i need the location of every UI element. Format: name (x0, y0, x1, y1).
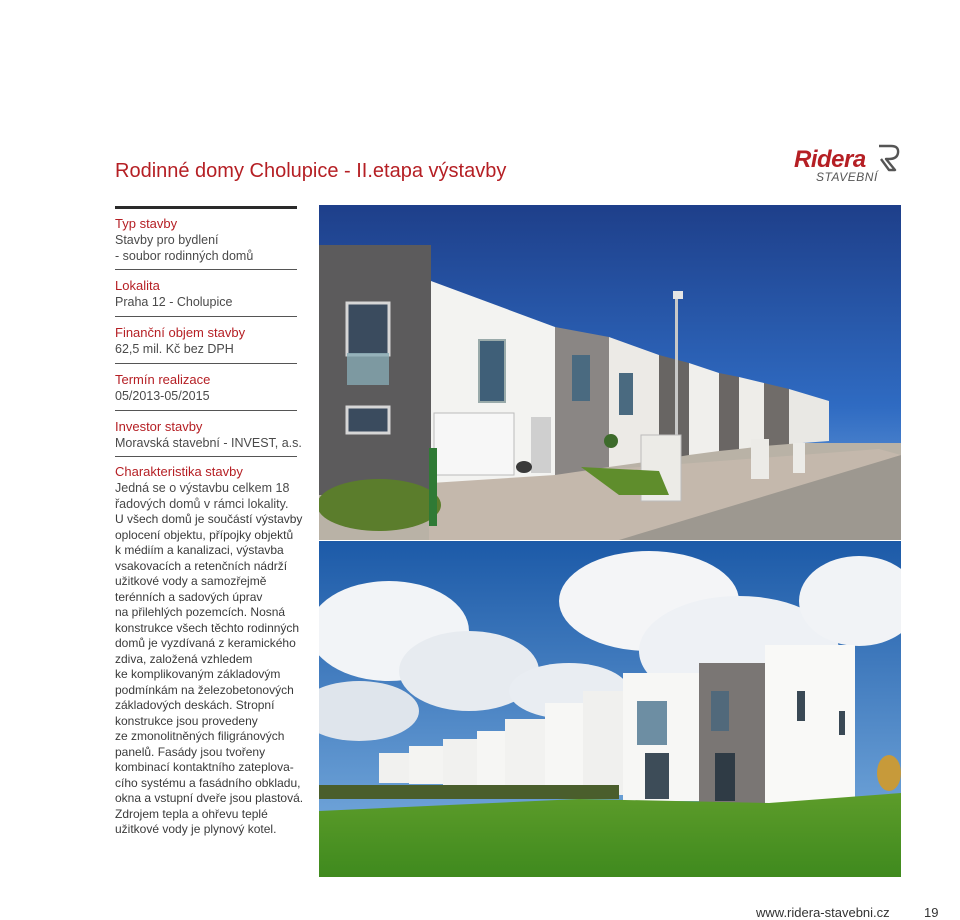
description-line: na přilehlých pozemcích. Nosná (115, 605, 286, 619)
description-line: k médiím a kanalizaci, výstavba (115, 543, 284, 557)
description-line: Zdrojem tepla a ohřevu teplé (115, 806, 268, 821)
info-top-bar (115, 206, 297, 209)
divider (115, 363, 297, 364)
divider (115, 410, 297, 411)
description-line: užitkové vody je plynový kotel. (115, 822, 277, 836)
info-type-label: Typ stavby (115, 216, 178, 231)
logo-subtitle: STAVEBNÍ (816, 170, 878, 184)
info-characteristics (115, 464, 315, 512)
info-investor-label: Investor stavby (115, 419, 203, 434)
info-investor (115, 419, 315, 451)
logo-r-mark-icon (876, 142, 902, 172)
description-line: kombinací kontaktního zateplova- (115, 760, 294, 774)
company-logo (790, 140, 905, 188)
divider (115, 269, 297, 270)
description-line: oplocení objektu, přípojky objektů (115, 527, 294, 542)
info-characteristics-value: Jedná se o výstavbu celkem 18 (115, 481, 290, 495)
description-line: panelů. Fasády jsou tvořeny (115, 744, 266, 759)
info-budget (115, 325, 315, 357)
description-line: terénních a sadových úprav (115, 589, 263, 604)
description-text (115, 512, 307, 838)
description-line: základových deskách. Stropní (115, 698, 275, 712)
photo-garden-view (319, 541, 901, 877)
info-type (115, 216, 315, 264)
description-line: domů je vyzdívaná z keramického (115, 636, 296, 650)
info-location-label: Lokalita (115, 278, 160, 293)
info-location (115, 278, 315, 310)
divider (115, 456, 297, 457)
page-title: Rodinné domy Cholupice - II.etapa výstavby (115, 160, 507, 182)
info-type-value: - soubor rodinných domů (115, 249, 254, 263)
info-investor-value: Moravská stavební - INVEST, a.s. (115, 436, 302, 450)
photo-street-view (319, 205, 901, 540)
logo-wordmark: Ridera (794, 146, 866, 173)
description-line: ke komplikovaným základovým (115, 667, 281, 681)
description-line: podmínkám na železobetonových (115, 682, 294, 697)
description-line: vsakovacích a retenčních nádrží (115, 558, 288, 573)
info-type-value: Stavby pro bydlení (115, 233, 219, 247)
divider (115, 316, 297, 317)
description-line: konstrukce jsou provedeny (115, 713, 258, 728)
info-budget-value: 62,5 mil. Kč bez DPH (115, 342, 234, 356)
description-line: ze zmonolitněných filigránových (115, 729, 285, 743)
info-term-value: 05/2013-05/2015 (115, 389, 210, 403)
info-term-label: Termín realizace (115, 372, 211, 387)
info-budget-label: Finanční objem stavby (115, 325, 246, 340)
footer-website-link[interactable]: www.ridera-stavebni.cz (756, 905, 890, 920)
description-line: zdiva, založená vzhledem (115, 651, 253, 666)
info-characteristics-value: řadových domů v rámci lokality. (115, 497, 289, 511)
description-line: užitkové vody a samozřejmě (115, 574, 267, 588)
description-line: U všech domů je součástí výstavby (115, 512, 303, 526)
description-line: konstrukce všech těchto rodinných (115, 620, 300, 635)
description-line: cího systému a fasádního obkladu, (115, 775, 301, 790)
description-line: okna a vstupní dveře jsou plastová. (115, 791, 304, 805)
page-number: 19 (924, 905, 939, 920)
info-location-value: Praha 12 - Cholupice (115, 295, 233, 309)
info-term (115, 372, 315, 404)
info-characteristics-label: Charakteristika stavby (115, 464, 243, 479)
